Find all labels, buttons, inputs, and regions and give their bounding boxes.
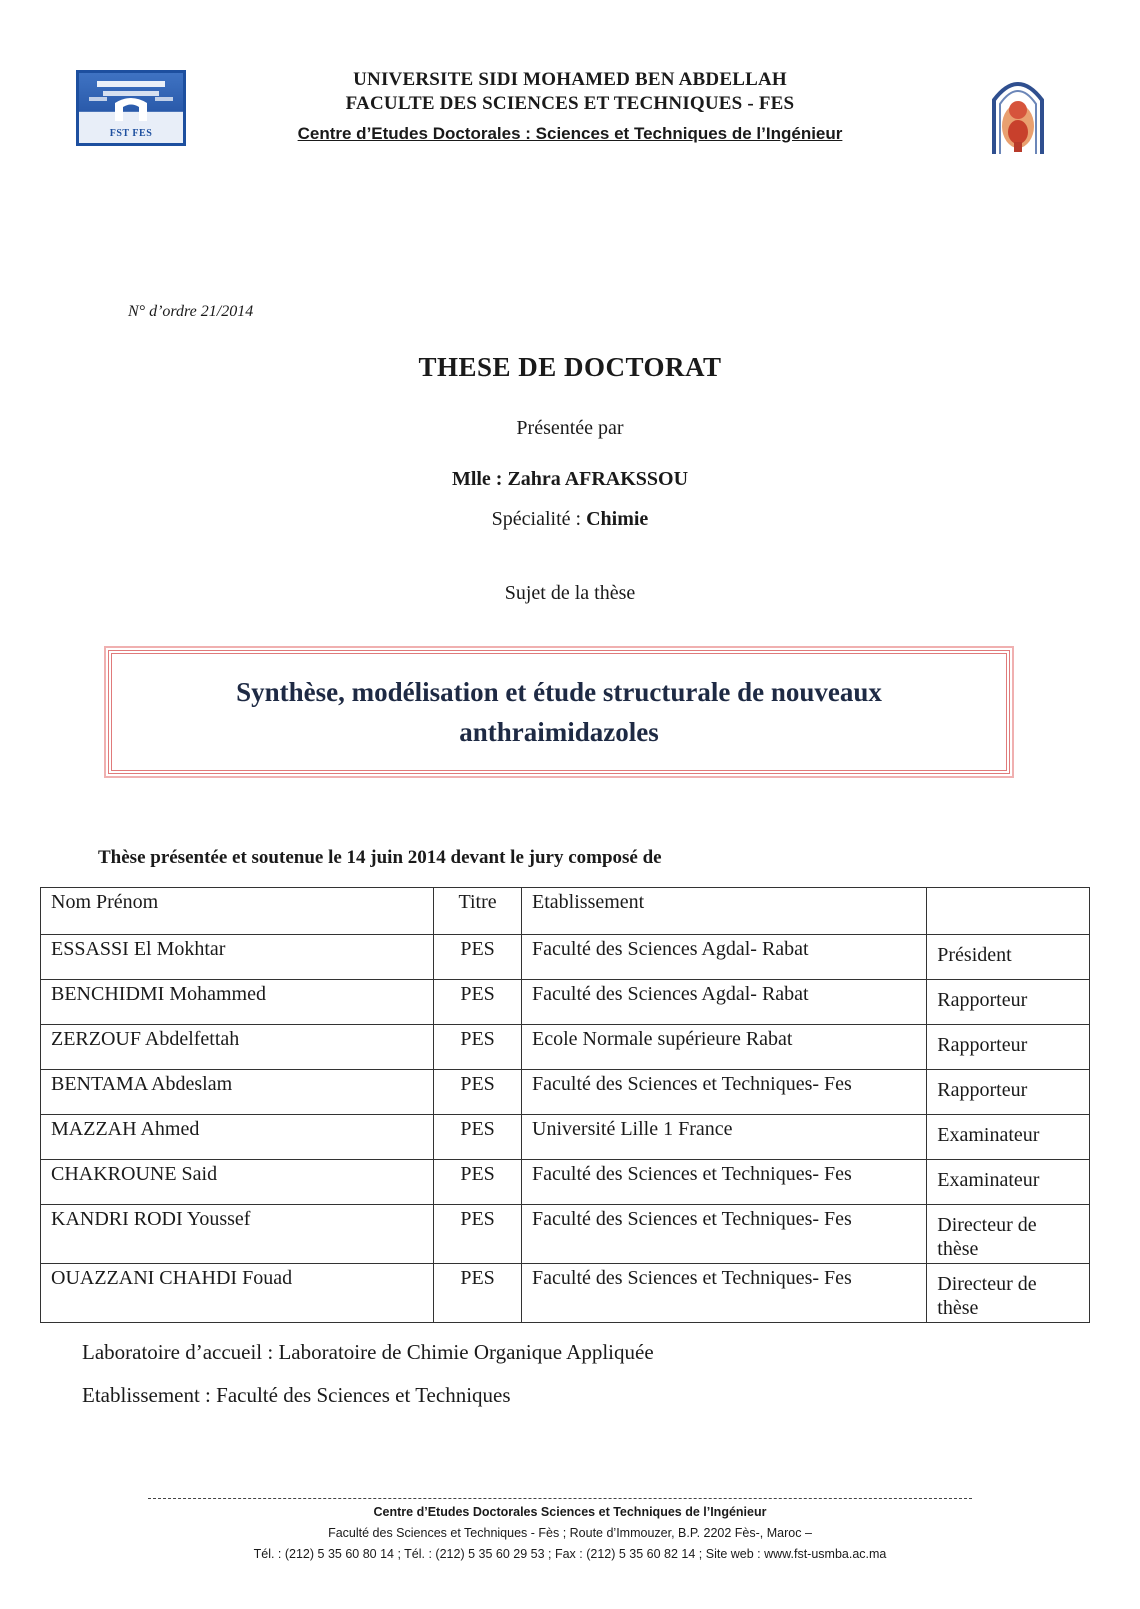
table-row (41, 1160, 1090, 1205)
jury-title: PES (434, 1025, 522, 1070)
table-row (41, 1070, 1090, 1115)
footer-center-name: Centre d’Etudes Doctorales Sciences et Techniques de l’Ingénieur (373, 1505, 767, 1519)
fst-fes-logo (76, 70, 186, 146)
jury-table-header (41, 888, 1090, 935)
specialty-value: Chimie (586, 508, 649, 530)
jury-institution: Faculté des Sciences Agdal- Rabat (522, 980, 927, 1025)
header-title: Titre (434, 888, 522, 935)
jury-name: MAZZAH Ahmed (41, 1115, 434, 1160)
jury-title: PES (434, 935, 522, 980)
jury-institution: Faculté des Sciences et Techniques- Fes (522, 1205, 927, 1264)
jury-title: PES (434, 1205, 522, 1264)
header-institution: Etablissement (522, 888, 927, 935)
table-row (41, 1264, 1090, 1323)
jury-role: Rapporteur (927, 1070, 1090, 1115)
establishment: Etablissement : Faculté des Sciences et Techniques (82, 1383, 511, 1407)
table-row (41, 935, 1090, 980)
jury-institution: Faculté des Sciences et Techniques- Fes (522, 1070, 927, 1115)
jury-institution: Faculté des Sciences et Techniques- Fes (522, 1264, 927, 1323)
jury-name: BENCHIDMI Mohammed (41, 980, 434, 1025)
university-name: UNIVERSITE SIDI MOHAMED BEN ABDELLAH (353, 69, 787, 90)
jury-institution: Ecole Normale supérieure Rabat (522, 1025, 927, 1070)
jury-title: PES (434, 1264, 522, 1323)
specialty-label: Spécialité : (491, 508, 587, 530)
table-row (41, 1205, 1090, 1264)
document-title: THESE DE DOCTORAT (418, 352, 722, 382)
jury-intro: Thèse présentée et soutenue le 14 juin 2014 devant le jury composé de (98, 847, 662, 868)
jury-title: PES (434, 980, 522, 1025)
jury-role: Examinateur (927, 1160, 1090, 1205)
jury-institution: Faculté des Sciences et Techniques- Fes (522, 1160, 927, 1205)
jury-institution: Faculté des Sciences Agdal- Rabat (522, 935, 927, 980)
jury-name: CHAKROUNE Said (41, 1160, 434, 1205)
jury-role: Président (927, 935, 1090, 980)
document-header (0, 60, 1140, 160)
university-header-text (200, 68, 940, 144)
jury-role: Directeur de thèse (927, 1264, 1090, 1323)
candidate-name: Mlle : Zahra AFRAKSSOU (451, 468, 689, 490)
footer-contacts: Tél. : (212) 5 35 60 80 14 ; Tél. : (212) 5 35 60 29 53 ; Fax : (212) 5 35 60 82 14 ; Site web : www.fst-usmba.ac.ma (253, 1547, 887, 1561)
jury-name: ZERZOUF Abdelfettah (41, 1025, 434, 1070)
host-laboratory: Laboratoire d’accueil : Laboratoire de Chimie Organique Appliquée (82, 1340, 654, 1364)
thesis-title: Synthèse, modélisation et étude structurale de nouveaux anthraimidazoles (236, 677, 882, 747)
jury-title: PES (434, 1115, 522, 1160)
jury-role: Examinateur (927, 1115, 1090, 1160)
jury-name: KANDRI RODI Youssef (41, 1205, 434, 1264)
header-name: Nom Prénom (41, 888, 434, 935)
table-row (41, 980, 1090, 1025)
jury-title: PES (434, 1070, 522, 1115)
table-row (41, 1115, 1090, 1160)
jury-table (40, 887, 1090, 1323)
university-seal-icon (988, 70, 1048, 156)
jury-role: Rapporteur (927, 980, 1090, 1025)
university-seal-logo (988, 70, 1048, 156)
footer-address: Faculté des Sciences et Techniques - Fès ; Route d’Immouzer, B.P. 2202 Fès-, Maroc – (328, 1526, 812, 1540)
order-number: N° d’ordre 21/2014 (128, 303, 254, 320)
subject-label: Sujet de la thèse (504, 582, 636, 604)
jury-name: OUAZZANI CHAHDI Fouad (41, 1264, 434, 1323)
jury-role: Directeur de thèse (927, 1205, 1090, 1264)
table-row (41, 1025, 1090, 1070)
specialty-line (0, 508, 1140, 531)
doctoral-center-name: Centre d’Etudes Doctorales : Sciences et Techniques de l’Ingénieur (297, 124, 843, 143)
thesis-title-box (108, 650, 1010, 774)
faculty-name: FACULTE DES SCIENCES ET TECHNIQUES - FES (345, 93, 795, 114)
jury-name: BENTAMA Abdeslam (41, 1070, 434, 1115)
jury-name: ESSASSI El Mokhtar (41, 935, 434, 980)
fst-logo-text: FST FES (109, 128, 153, 139)
jury-title: PES (434, 1160, 522, 1205)
presented-by-label: Présentée par (516, 417, 624, 439)
header-role (927, 888, 1090, 935)
footer-divider (148, 1498, 972, 1499)
jury-role: Rapporteur (927, 1025, 1090, 1070)
jury-institution: Université Lille 1 France (522, 1115, 927, 1160)
